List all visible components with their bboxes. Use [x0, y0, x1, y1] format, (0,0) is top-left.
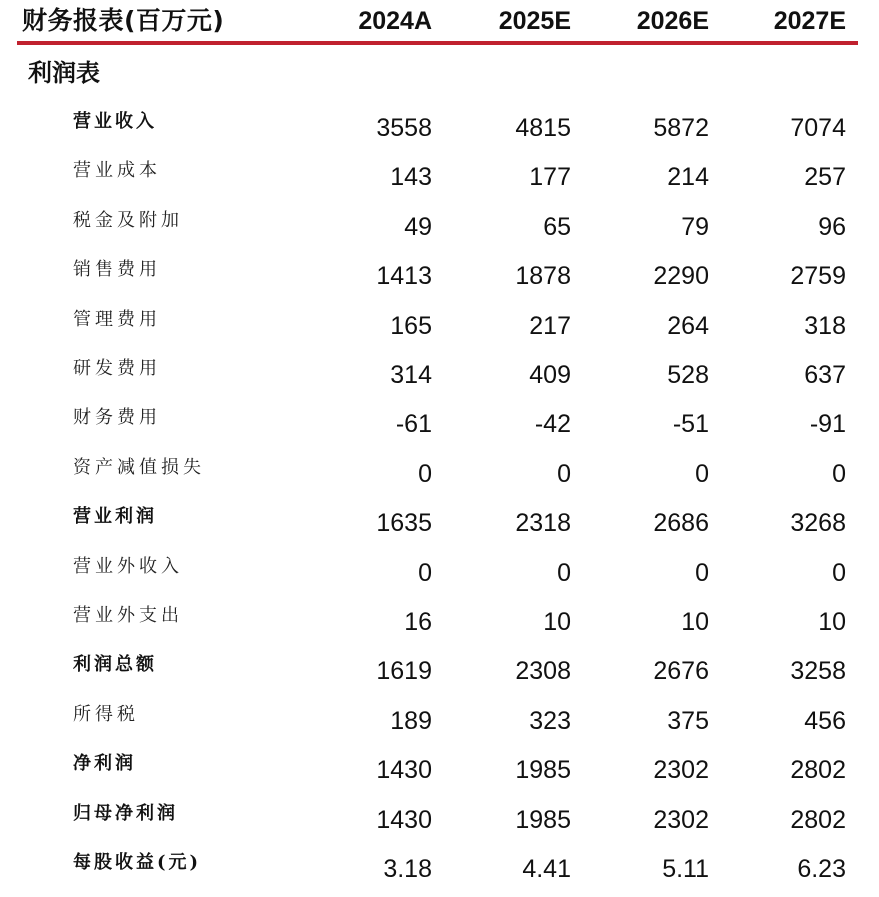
cell-value: 2759 — [790, 262, 846, 290]
section-title: 利润表 — [28, 59, 100, 87]
row-label: 营业收入 — [73, 111, 157, 132]
cell-value: 0 — [418, 460, 432, 488]
table-row — [0, 799, 879, 848]
cell-value: 0 — [695, 559, 709, 587]
row-label: 资产减值损失 — [73, 457, 205, 478]
cell-value: 10 — [681, 608, 709, 636]
cell-value: 264 — [667, 312, 709, 340]
table-row — [0, 255, 879, 304]
row-label: 营业成本 — [73, 160, 161, 181]
table-row — [0, 305, 879, 354]
cell-value: 3268 — [790, 509, 846, 537]
cell-value: 5.11 — [662, 855, 709, 883]
table-row — [0, 107, 879, 156]
cell-value: 79 — [681, 213, 709, 241]
table-row — [0, 848, 879, 897]
row-label: 财务费用 — [73, 407, 161, 428]
row-label: 税金及附加 — [73, 210, 183, 231]
cell-value: 10 — [543, 608, 571, 636]
table-row — [0, 650, 879, 699]
cell-value: 0 — [557, 559, 571, 587]
column-header-year-1: 2024A — [358, 7, 432, 35]
table-row — [0, 749, 879, 798]
cell-value: 5872 — [653, 114, 709, 142]
cell-value: 7074 — [790, 114, 846, 142]
cell-value: 2318 — [515, 509, 571, 537]
column-header-year-2: 2025E — [498, 7, 571, 35]
row-label: 研发费用 — [73, 358, 161, 379]
cell-value: 0 — [557, 460, 571, 488]
cell-value: 217 — [529, 312, 571, 340]
cell-value: 4.41 — [522, 855, 571, 883]
cell-value: 375 — [667, 707, 709, 735]
row-label: 归母净利润 — [73, 803, 178, 824]
cell-value: 409 — [529, 361, 571, 389]
cell-value: 314 — [390, 361, 432, 389]
cell-value: 1878 — [515, 262, 571, 290]
row-label: 净利润 — [73, 753, 136, 774]
row-label: 营业外收入 — [73, 556, 183, 577]
cell-value: 49 — [404, 213, 432, 241]
table-row — [0, 403, 879, 452]
header-divider — [17, 41, 858, 45]
cell-value: 189 — [390, 707, 432, 735]
table-row — [0, 700, 879, 749]
row-label: 管理费用 — [73, 309, 161, 330]
row-label: 所得税 — [73, 704, 139, 725]
cell-value: 165 — [390, 312, 432, 340]
cell-value: 2686 — [653, 509, 709, 537]
row-label: 销售费用 — [73, 259, 161, 280]
cell-value: 0 — [418, 559, 432, 587]
cell-value: 1430 — [376, 756, 432, 784]
cell-value: 1619 — [376, 657, 432, 685]
cell-value: 3.18 — [383, 855, 432, 883]
cell-value: -51 — [672, 410, 709, 438]
cell-value: 3558 — [376, 114, 432, 142]
cell-value: 2302 — [653, 806, 709, 834]
cell-value: 2308 — [515, 657, 571, 685]
row-label: 营业利润 — [73, 506, 157, 527]
cell-value: 1635 — [376, 509, 432, 537]
table-row — [0, 354, 879, 403]
cell-value: 96 — [818, 213, 846, 241]
cell-value: 323 — [529, 707, 571, 735]
cell-value: 637 — [804, 361, 846, 389]
cell-value: 143 — [390, 163, 432, 191]
cell-value: 65 — [543, 213, 571, 241]
cell-value: 1985 — [515, 756, 571, 784]
cell-value: 1430 — [376, 806, 432, 834]
cell-value: 16 — [404, 608, 432, 636]
cell-value: 214 — [667, 163, 709, 191]
table-row — [0, 206, 879, 255]
cell-value: 2676 — [653, 657, 709, 685]
cell-value: 318 — [804, 312, 846, 340]
cell-value: 1413 — [376, 262, 432, 290]
cell-value: 0 — [832, 559, 846, 587]
cell-value: 10 — [818, 608, 846, 636]
cell-value: 0 — [695, 460, 709, 488]
table-title: 财务报表(百万元) — [22, 6, 225, 35]
cell-value: 2302 — [653, 756, 709, 784]
table-row — [0, 552, 879, 601]
cell-value: 2802 — [790, 756, 846, 784]
cell-value: 1985 — [515, 806, 571, 834]
table-row — [0, 601, 879, 650]
cell-value: 177 — [529, 163, 571, 191]
table-row — [0, 502, 879, 551]
row-label: 每股收益(元) — [73, 852, 202, 873]
column-header-year-4: 2027E — [773, 7, 846, 35]
cell-value: -42 — [534, 410, 571, 438]
table-header — [0, 0, 879, 44]
cell-value: 2802 — [790, 806, 846, 834]
cell-value: 3258 — [790, 657, 846, 685]
cell-value: 4815 — [515, 114, 571, 142]
table-row — [0, 453, 879, 502]
row-label: 营业外支出 — [73, 605, 183, 626]
row-label: 利润总额 — [73, 654, 157, 675]
table-row — [0, 156, 879, 205]
cell-value: 2290 — [653, 262, 709, 290]
cell-value: -61 — [395, 410, 432, 438]
cell-value: -91 — [809, 410, 846, 438]
cell-value: 528 — [667, 361, 709, 389]
cell-value: 0 — [832, 460, 846, 488]
column-header-year-3: 2026E — [636, 7, 709, 35]
cell-value: 456 — [804, 707, 846, 735]
cell-value: 257 — [804, 163, 846, 191]
cell-value: 6.23 — [797, 855, 846, 883]
